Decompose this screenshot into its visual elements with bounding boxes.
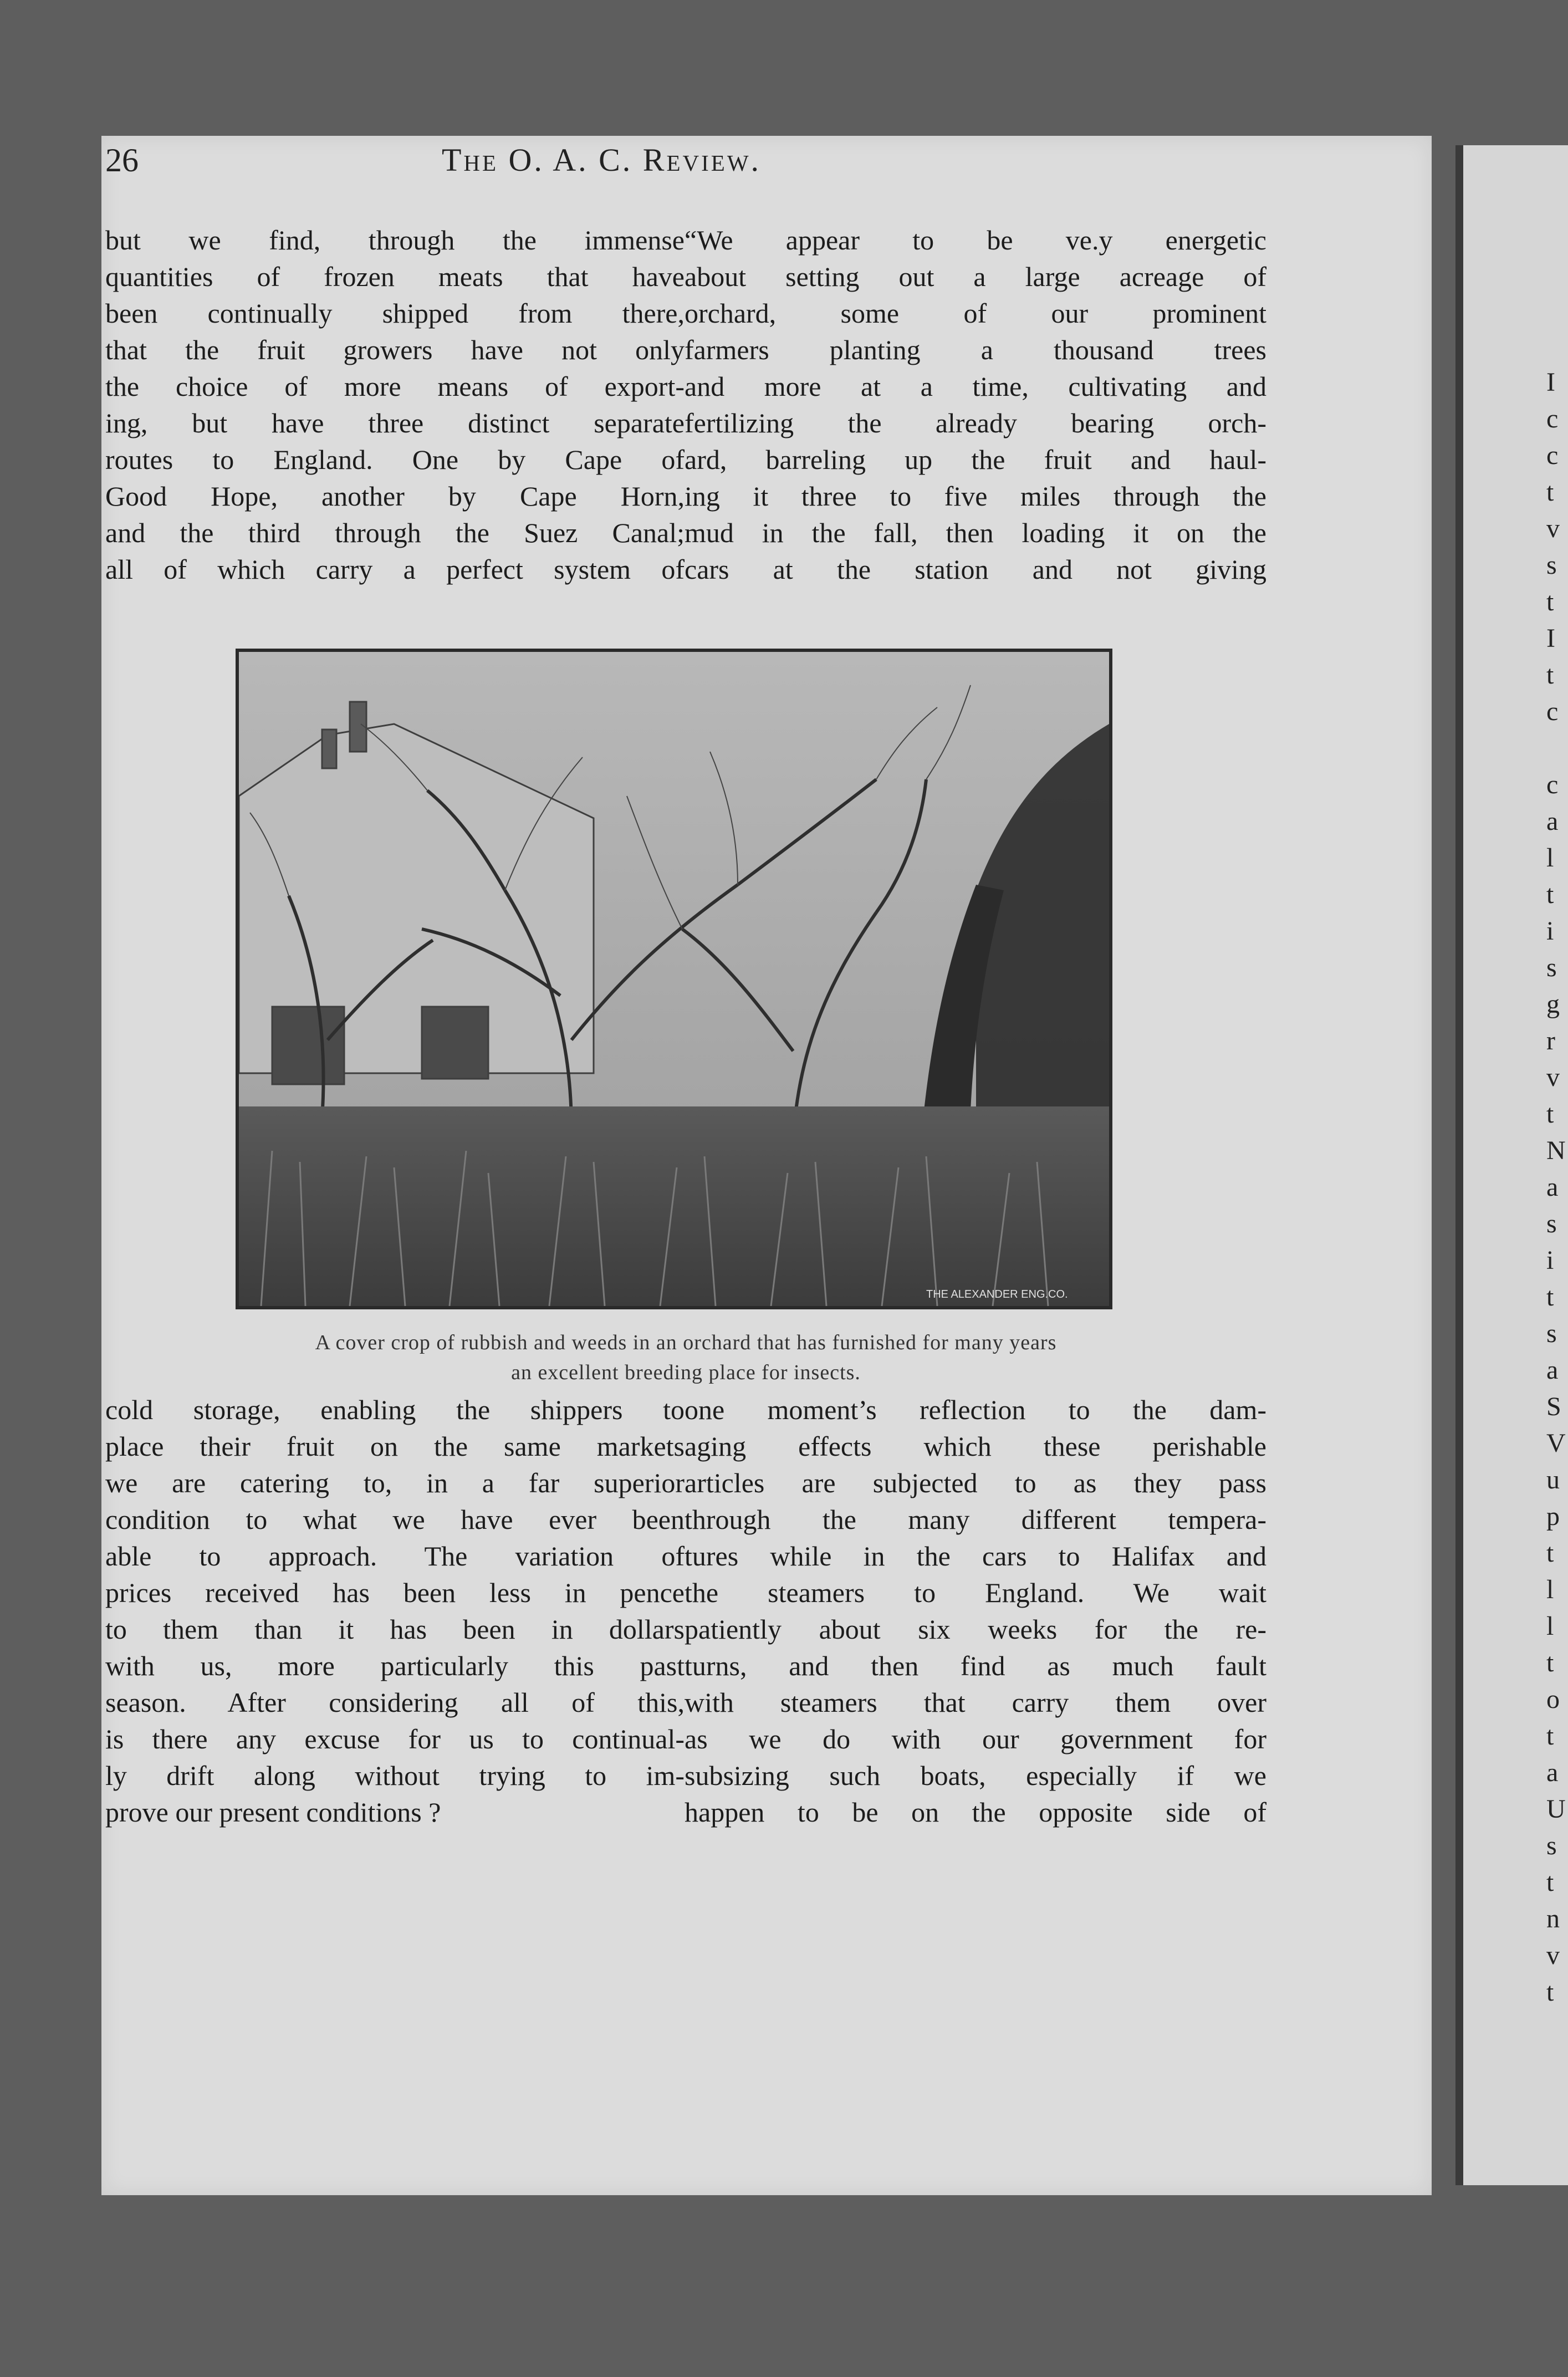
text-line: the steamers to England. We wait bbox=[685, 1577, 1266, 1608]
adjacent-page-letter: o bbox=[1546, 1685, 1560, 1714]
adjacent-page-letter: t bbox=[1546, 1282, 1554, 1312]
text-line: place their fruit on the same markets bbox=[105, 1431, 685, 1462]
text-line: through the many different tempera- bbox=[685, 1504, 1266, 1535]
adjacent-page-letter: I bbox=[1546, 624, 1555, 653]
text-line: articles are subjected to as they pass bbox=[685, 1467, 1266, 1498]
text-line: fertilizing the already bearing orch- bbox=[685, 407, 1266, 438]
adjacent-page-letter: U bbox=[1546, 1794, 1566, 1824]
running-title: The O. A. C. Review. bbox=[441, 142, 762, 178]
orchard-photo-illustration bbox=[239, 652, 1109, 1306]
text-line: routes to England. One by Cape of bbox=[105, 444, 685, 475]
adjacent-page-letter: t bbox=[1546, 1977, 1554, 2007]
adjacent-page-letter: t bbox=[1546, 1538, 1554, 1568]
adjacent-page-letter: s bbox=[1546, 1209, 1557, 1238]
text-line: as we do with our government for bbox=[685, 1723, 1266, 1754]
text-line: ing, but have three distinct separate bbox=[105, 407, 685, 438]
page-header bbox=[105, 141, 1097, 186]
adjacent-page-letter: s bbox=[1546, 953, 1557, 982]
text-line: prices received has been less in pence bbox=[105, 1577, 685, 1608]
adjacent-page-letter: l bbox=[1546, 843, 1554, 873]
text-line: orchard, some of our prominent bbox=[685, 298, 1266, 329]
text-line: ly drift along without trying to im- bbox=[105, 1760, 685, 1791]
adjacent-page-letter: t bbox=[1546, 1648, 1554, 1677]
text-line: cold storage, enabling the shippers to bbox=[105, 1394, 685, 1425]
adjacent-page-letter: c bbox=[1546, 404, 1559, 433]
caption-line: an excellent breeding place for insects. bbox=[511, 1361, 861, 1384]
adjacent-page-letter: V bbox=[1546, 1429, 1566, 1458]
text-line: happen to be on the opposite side of bbox=[685, 1797, 1266, 1828]
adjacent-page-letter: p bbox=[1546, 1502, 1560, 1531]
adjacent-page-letter: t bbox=[1546, 1721, 1554, 1751]
page-number: 26 bbox=[105, 142, 139, 178]
adjacent-page-letter: t bbox=[1546, 1868, 1554, 1897]
adjacent-page-letter: v bbox=[1546, 1941, 1560, 1970]
caption-line: A cover crop of rubbish and weeds in an orchard that has furnished for many years bbox=[315, 1331, 1057, 1354]
adjacent-page-letter: a bbox=[1546, 1355, 1559, 1385]
adjacent-page-letter: t bbox=[1546, 477, 1554, 507]
text-line: Good Hope, another by Cape Horn, bbox=[105, 481, 685, 512]
adjacent-page-letter: N bbox=[1546, 1136, 1566, 1165]
adjacent-page-letter: l bbox=[1546, 1611, 1554, 1641]
text-line: is there any excuse for us to continual- bbox=[105, 1723, 685, 1754]
adjacent-page-letter: t bbox=[1546, 660, 1554, 690]
adjacent-page-letter: r bbox=[1546, 1026, 1555, 1055]
adjacent-page-letter: l bbox=[1546, 1575, 1554, 1604]
adjacent-page-letter: t bbox=[1546, 1099, 1554, 1129]
text-line: we are catering to, in a far superior bbox=[105, 1467, 685, 1498]
text-line: ing it three to five miles through the bbox=[685, 481, 1266, 512]
text-line: with us, more particularly this past bbox=[105, 1650, 685, 1681]
adjacent-page-letter: a bbox=[1546, 1172, 1559, 1202]
text-line: with steamers that carry them over bbox=[685, 1687, 1266, 1718]
text-line: to them than it has been in dollars bbox=[105, 1614, 685, 1645]
text-line: turns, and then find as much fault bbox=[685, 1650, 1266, 1681]
adjacent-page-letter: i bbox=[1546, 1246, 1554, 1275]
adjacent-page-letter: t bbox=[1546, 587, 1554, 616]
adjacent-page-edge bbox=[1455, 145, 1568, 2185]
text-line: subsizing such boats, especially if we bbox=[685, 1760, 1266, 1791]
adjacent-page-letter: g bbox=[1546, 989, 1560, 1019]
column-top-right bbox=[685, 222, 1266, 588]
adjacent-page-letter: n bbox=[1546, 1904, 1560, 1934]
text-line: been continually shipped from there, bbox=[105, 298, 685, 329]
text-line: and the third through the Suez Canal; bbox=[105, 517, 685, 548]
adjacent-page-letter: v bbox=[1546, 514, 1560, 543]
text-line: aging effects which these perishable bbox=[685, 1431, 1266, 1462]
adjacent-page-letter: i bbox=[1546, 916, 1554, 946]
engraver-credit: THE ALEXANDER ENG.CO. bbox=[926, 1288, 1068, 1300]
text-line: farmers planting a thousand trees bbox=[685, 334, 1266, 365]
text-line: quantities of frozen meats that have bbox=[105, 261, 685, 292]
text-line: patiently about six weeks for the re- bbox=[685, 1614, 1266, 1645]
adjacent-page-letter: s bbox=[1546, 550, 1557, 580]
text-line: season. After considering all of this, bbox=[105, 1687, 685, 1718]
adjacent-page-letter: a bbox=[1546, 1758, 1559, 1787]
text-line: condition to what we have ever been bbox=[105, 1504, 685, 1535]
column-bottom-right bbox=[685, 1391, 1266, 1830]
text-line: and more at a time, cultivating and bbox=[685, 371, 1266, 402]
text-line: ard, barreling up the fruit and haul- bbox=[685, 444, 1266, 475]
adjacent-page-letter: S bbox=[1546, 1392, 1561, 1421]
text-line: all of which carry a perfect system of bbox=[105, 554, 685, 585]
column-bottom-left bbox=[105, 1391, 685, 1830]
text-line: that the fruit growers have not only bbox=[105, 334, 685, 365]
adjacent-page-letter: c bbox=[1546, 770, 1559, 799]
text-line: mud in the fall, then loading it on the bbox=[685, 517, 1266, 548]
adjacent-page-letter: s bbox=[1546, 1319, 1557, 1348]
text-line: able to approach. The variation of bbox=[105, 1541, 685, 1572]
text-line: about setting out a large acreage of bbox=[685, 261, 1266, 292]
orchard-photograph bbox=[236, 649, 1112, 1309]
adjacent-page-letter: u bbox=[1546, 1465, 1560, 1494]
adjacent-page-letter: c bbox=[1546, 697, 1559, 726]
adjacent-page-letter: v bbox=[1546, 1063, 1560, 1092]
text-line: the choice of more means of export- bbox=[105, 371, 685, 402]
text-line: but we find, through the immense bbox=[105, 225, 685, 256]
adjacent-page-letter: a bbox=[1546, 807, 1559, 836]
figure-caption bbox=[105, 1328, 1266, 1388]
text-line: prove our present conditions ? bbox=[105, 1797, 441, 1828]
adjacent-page-letter: s bbox=[1546, 1831, 1557, 1860]
text-line: tures while in the cars to Halifax and bbox=[685, 1541, 1266, 1572]
text-line: cars at the station and not giving bbox=[685, 554, 1266, 585]
adjacent-page-letter: c bbox=[1546, 441, 1559, 470]
text-line: one moment’s reflection to the dam- bbox=[685, 1394, 1266, 1425]
text-line: “We appear to be ve.y energetic bbox=[685, 225, 1266, 256]
adjacent-page-letter: t bbox=[1546, 880, 1554, 909]
column-top-left bbox=[105, 222, 685, 588]
adjacent-page-letter: I bbox=[1546, 368, 1555, 397]
